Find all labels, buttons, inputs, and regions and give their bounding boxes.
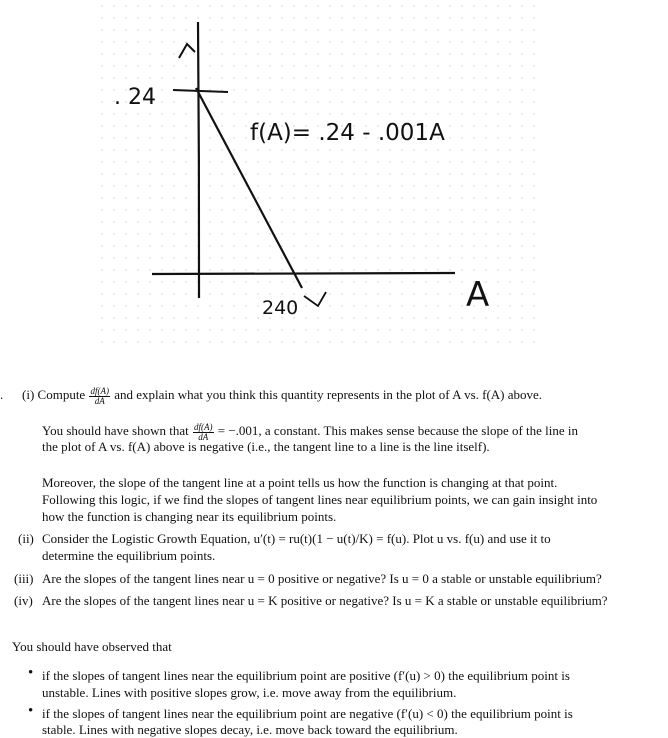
item-iv-number: (iv) — [14, 593, 33, 608]
answer-i-before: You should have shown that — [42, 423, 189, 438]
fraction-denominator: dA — [94, 395, 105, 406]
x-axis-label: A — [466, 275, 490, 315]
item-ii-number: (ii) — [18, 531, 34, 546]
bullet-2-line2: stable. Lines with negative slopes decay, i.e. move back toward the equilibrium. — [42, 722, 458, 737]
x-intercept-label: 240 — [262, 297, 299, 319]
answer-fraction-numerator: df(A) — [194, 421, 213, 432]
item-iii-text: Are the slopes of the tangent lines near u = 0 positive or negative? Is u = 0 a stable or unstable equilibrium? — [42, 571, 602, 586]
item-ii-line2: determine the equilibrium points. — [42, 548, 216, 563]
bullet-2-marker: • — [28, 703, 34, 719]
bullet-1-line1: if the slopes of tangent lines near the equilibrium point are positive (f′(u) > 0) the equilibrium point is — [42, 668, 570, 683]
bullet-1-marker: • — [28, 665, 34, 681]
derivative-fraction — [89, 387, 110, 406]
moreover-line3: how the function is changing near its equilibrium points. — [42, 509, 337, 524]
bullet-2-line1: if the slopes of tangent lines near the equilibrium point are negative (f′(u) < 0) the equilibrium point is — [42, 706, 573, 721]
item-i — [22, 386, 542, 406]
item-marker: . — [0, 387, 4, 402]
observed-heading: You should have observed that — [12, 639, 172, 654]
answer-fraction-denominator: dA — [198, 431, 209, 442]
item-i-number: (i) — [22, 387, 35, 402]
function-sketch — [0, 0, 668, 345]
y-intercept-label: . 24 — [114, 85, 156, 110]
moreover-line2: Following this logic, if we find the slopes of tangent lines near equilibrium points, we can gain insight into — [42, 492, 598, 507]
y-axis — [198, 22, 199, 298]
item-iv-text: Are the slopes of the tangent lines near u = K positive or negative? Is u = K a stable or unstable equilibrium? — [42, 593, 608, 608]
moreover-line1: Moreover, the slope of the tangent line at a point tells us how the function is changing at that point. — [42, 475, 558, 490]
item-i-before: Compute — [37, 387, 86, 402]
bullet-1-line2: unstable. Lines with positive slopes grow, i.e. move away from the equilibrium. — [42, 685, 457, 700]
fraction-numerator: df(A) — [90, 385, 109, 396]
x-axis — [152, 273, 455, 274]
function-label: f(A)= .24 - .001A — [250, 120, 445, 146]
answer-i-after: = −.001, a constant. This makes sense because the slope of the line in — [217, 423, 579, 438]
item-ii-line1: Consider the Logistic Growth Equation, u′(t) = ru(t)(1 − u(t)/K) = f(u). Plot u vs. f(u) and use it to — [42, 531, 551, 546]
item-iii-number: (iii) — [14, 571, 34, 586]
answer-i-line2: the plot of A vs. f(A) above is negative (i.e., the tangent line to a line is the line itself). — [42, 439, 490, 454]
item-i-after: and explain what you think this quantity represents in the plot of A vs. f(A) above. — [114, 387, 543, 402]
